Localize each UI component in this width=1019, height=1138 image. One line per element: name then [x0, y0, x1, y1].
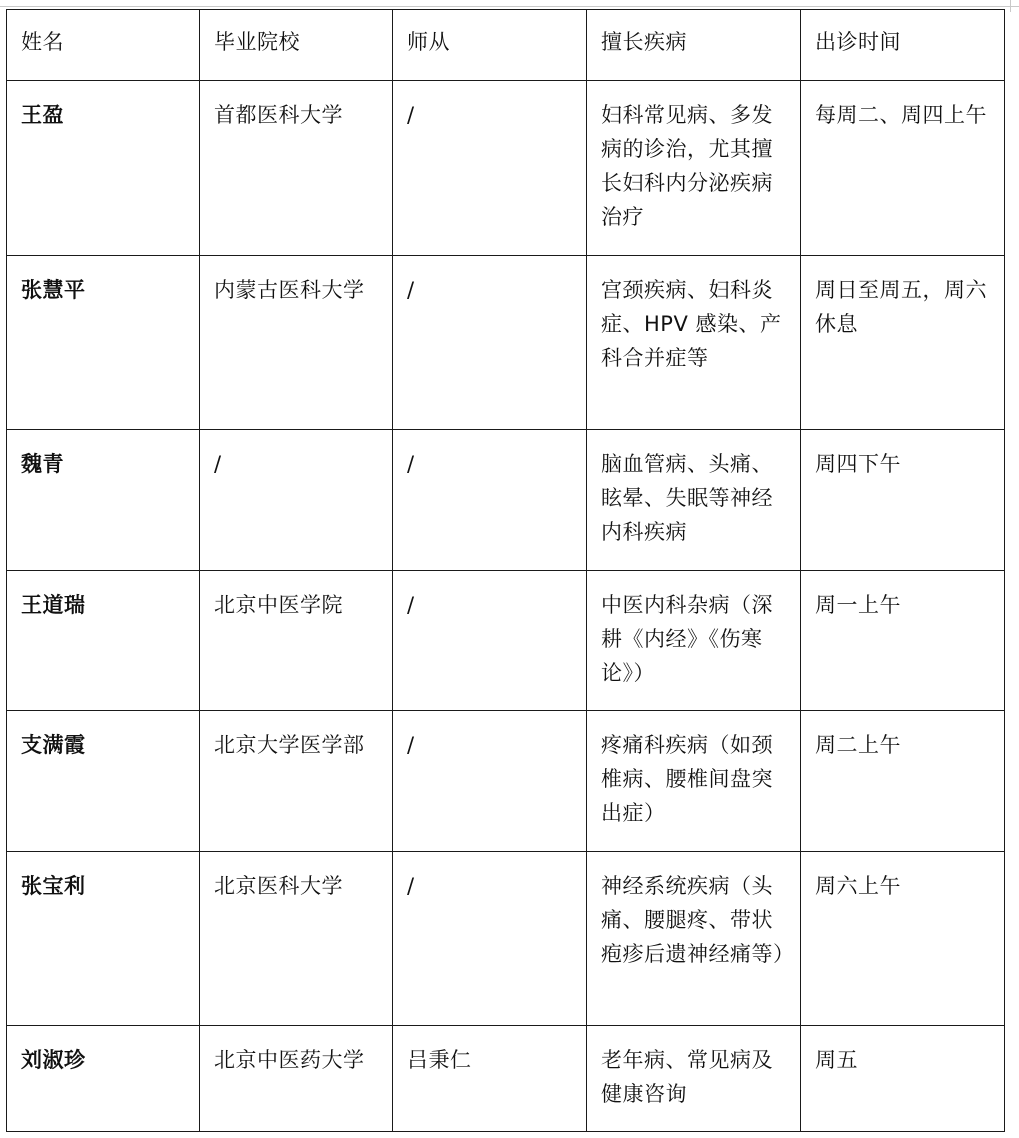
- doctor-name: 支满霞: [7, 711, 200, 852]
- doctor-mentor: /: [393, 430, 587, 571]
- doctor-name: 王道瑞: [7, 571, 200, 711]
- doctor-schedule: 周四下午: [801, 430, 1005, 571]
- doctor-schedule: 周六上午: [801, 852, 1005, 1026]
- doctor-mentor: /: [393, 256, 587, 430]
- doctor-mentor: /: [393, 571, 587, 711]
- doctor-schedule: 周五: [801, 1026, 1005, 1132]
- doctor-mentor: 吕秉仁: [393, 1026, 587, 1132]
- doctor-mentor: /: [393, 711, 587, 852]
- doctor-name: 张慧平: [7, 256, 200, 430]
- doctor-schedule: 每周二、周四上午: [801, 81, 1005, 256]
- table-row: [7, 852, 1005, 1026]
- doctor-schedule-table: [6, 9, 1005, 1132]
- page-corner-guide: [1010, 0, 1011, 12]
- doctor-schedule: 周二上午: [801, 711, 1005, 852]
- doctor-mentor: /: [393, 852, 587, 1026]
- doctor-specialty: 中医内科杂病（深耕《内经》《伤寒论》）: [587, 571, 801, 711]
- doctor-name: 刘淑珍: [7, 1026, 200, 1132]
- doctor-name: 张宝利: [7, 852, 200, 1026]
- doctor-school: 首都医科大学: [200, 81, 393, 256]
- table-row: [7, 1026, 1005, 1132]
- header-specialty: 擅长疾病: [587, 10, 801, 81]
- header-mentor: 师从: [393, 10, 587, 81]
- table-row: [7, 81, 1005, 256]
- doctor-specialty: 宫颈疾病、妇科炎症、HPV 感染、产科合并症等: [587, 256, 801, 430]
- doctor-schedule: 周日至周五，周六休息: [801, 256, 1005, 430]
- table-row: [7, 711, 1005, 852]
- header-schedule: 出诊时间: [801, 10, 1005, 81]
- doctor-school: 北京医科大学: [200, 852, 393, 1026]
- table-row: [7, 256, 1005, 430]
- table-header-row: [7, 10, 1005, 81]
- doctor-school: 北京中医药大学: [200, 1026, 393, 1132]
- doctor-specialty: 老年病、常见病及健康咨询: [587, 1026, 801, 1132]
- doctor-school: 内蒙古医科大学: [200, 256, 393, 430]
- page-edge-guide: [0, 6, 1019, 7]
- doctor-name: 王盈: [7, 81, 200, 256]
- header-name: 姓名: [7, 10, 200, 81]
- table-row: [7, 430, 1005, 571]
- doctor-specialty: 神经系统疾病（头痛、腰腿疼、带状疱疹后遗神经痛等）: [587, 852, 801, 1026]
- doctor-schedule: 周一上午: [801, 571, 1005, 711]
- doctor-school: 北京中医学院: [200, 571, 393, 711]
- doctor-mentor: /: [393, 81, 587, 256]
- doctor-specialty: 脑血管病、头痛、眩晕、失眠等神经内科疾病: [587, 430, 801, 571]
- doctor-specialty: 妇科常见病、多发病的诊治，尤其擅长妇科内分泌疾病治疗: [587, 81, 801, 256]
- doctor-school: /: [200, 430, 393, 571]
- doctor-school: 北京大学医学部: [200, 711, 393, 852]
- table-row: [7, 571, 1005, 711]
- doctor-name: 魏青: [7, 430, 200, 571]
- doctor-specialty: 疼痛科疾病（如颈椎病、腰椎间盘突出症）: [587, 711, 801, 852]
- header-school: 毕业院校: [200, 10, 393, 81]
